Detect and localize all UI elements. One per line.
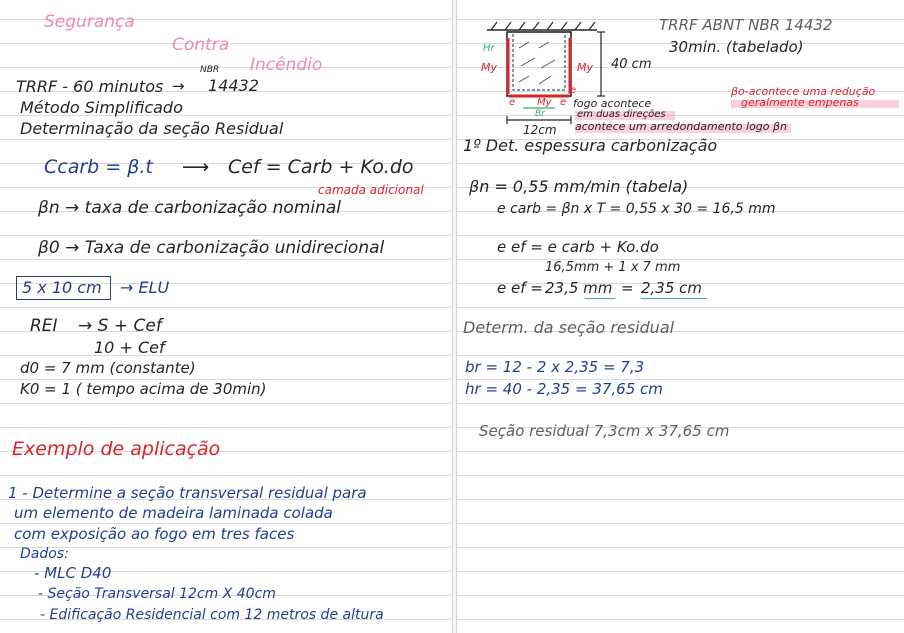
fig-e-left: e: [509, 97, 516, 108]
k0-text: K0 = 1 ( tempo acima de 30min): [20, 380, 267, 398]
fig-my-bottom: My: [537, 97, 552, 108]
elu-text: → ELU: [120, 278, 170, 297]
dados-item-3: - Edificação Residencial com 12 metros de altura: [40, 607, 384, 623]
fig-br-label: Br: [535, 109, 545, 119]
question-line-1: 1 - Determine a seção transversal residual para: [8, 484, 367, 502]
cm-underline: [641, 298, 707, 299]
formula-rhs: Cef = Carb + Ko.do: [228, 156, 414, 178]
beta-n-value: βn = 0,55 mm/min (tabela): [469, 177, 689, 196]
beta-n-text: βn → taxa de carbonização nominal: [38, 198, 342, 218]
mm-underline: [585, 298, 615, 299]
fig-my-left: My: [481, 61, 498, 74]
formula-note: camada adicional: [318, 183, 424, 197]
dados-item-1: - MLC D40: [34, 564, 112, 582]
step-1-heading: 1º Det. espessura carbonização: [463, 136, 718, 155]
fig-note-2: em duas direções: [577, 109, 666, 120]
ef-line-3-eq: =: [621, 279, 634, 297]
fig-note-1: fogo acontece: [573, 97, 652, 110]
ecarb-calc: e carb = βn x T = 0,55 x 30 = 16,5 mm: [497, 201, 776, 217]
beta-0-text: β0 → Taxa de carbonização unidirecional: [38, 238, 385, 258]
side-note-1: βo-acontece uma redução: [731, 85, 876, 98]
trrf-text: TRRF - 60 minutos: [16, 77, 164, 96]
fig-height-label: 40 cm: [611, 57, 652, 72]
metodo-text: Método Simplificado: [20, 98, 183, 117]
ef-line-2: 16,5mm + 1 x 7 mm: [545, 260, 681, 275]
fig-width-label: 12cm: [523, 123, 557, 137]
boxed-text: 5 x 10 cm: [22, 278, 102, 297]
fig-hr-label: Hr: [483, 43, 495, 54]
fig-my-right: My: [577, 61, 594, 74]
header-line-2: 30min. (tabelado): [669, 38, 804, 56]
title-line-1: Segurança: [44, 12, 135, 32]
right-note-page: [457, 0, 904, 633]
formula-arrow: ⟶: [182, 156, 210, 178]
hr-calc: hr = 40 - 2,35 = 37,65 cm: [465, 380, 663, 398]
question-line-2: um elemento de madeira laminada colada: [14, 504, 333, 522]
nbr-label: NBR: [200, 65, 220, 75]
header-line-1: TRRF ABNT NBR 14432: [659, 16, 833, 34]
fig-e-mid: e: [560, 97, 567, 108]
ef-line-3-cm: 2,35 cm: [641, 279, 703, 297]
secao-residual-result: Seção residual 7,3cm x 37,65 cm: [479, 422, 730, 440]
title-line-2: Contra: [172, 35, 230, 55]
rei-line-2: 10 + Cef: [94, 338, 165, 357]
fig-note-3: acontece um arredondamento logo βn: [575, 120, 788, 133]
ef-line-3-mm: 23,5 mm: [545, 279, 613, 297]
formula-lhs: Ccarb = β.t: [44, 156, 153, 178]
br-calc: br = 12 - 2 x 2,35 = 7,3: [465, 358, 645, 376]
exemplo-heading: Exemplo de aplicação: [12, 438, 221, 460]
rei-line-1: → S + Cef: [78, 316, 162, 336]
determinacao-text: Determinação da seção Residual: [20, 119, 284, 138]
ef-line-1: e ef = e carb + Ko.do: [497, 238, 659, 256]
step-2-heading: Determ. da seção residual: [463, 318, 675, 337]
question-line-3: com exposição ao fogo em tres faces: [14, 525, 295, 543]
fig-e-right: e: [570, 85, 577, 96]
d0-text: d0 = 7 mm (constante): [20, 359, 196, 377]
rei-label: REI: [30, 316, 58, 336]
side-note-2: geralmente empenas: [741, 96, 859, 109]
title-line-3: Incêndio: [250, 55, 323, 75]
ef-line-3-prefix: e ef =: [497, 279, 543, 297]
trrf-arrow: →: [172, 77, 185, 95]
dados-label: Dados:: [20, 546, 69, 562]
nbr-number: 14432: [208, 76, 259, 95]
dados-item-2: - Seção Transversal 12cm X 40cm: [38, 586, 276, 602]
